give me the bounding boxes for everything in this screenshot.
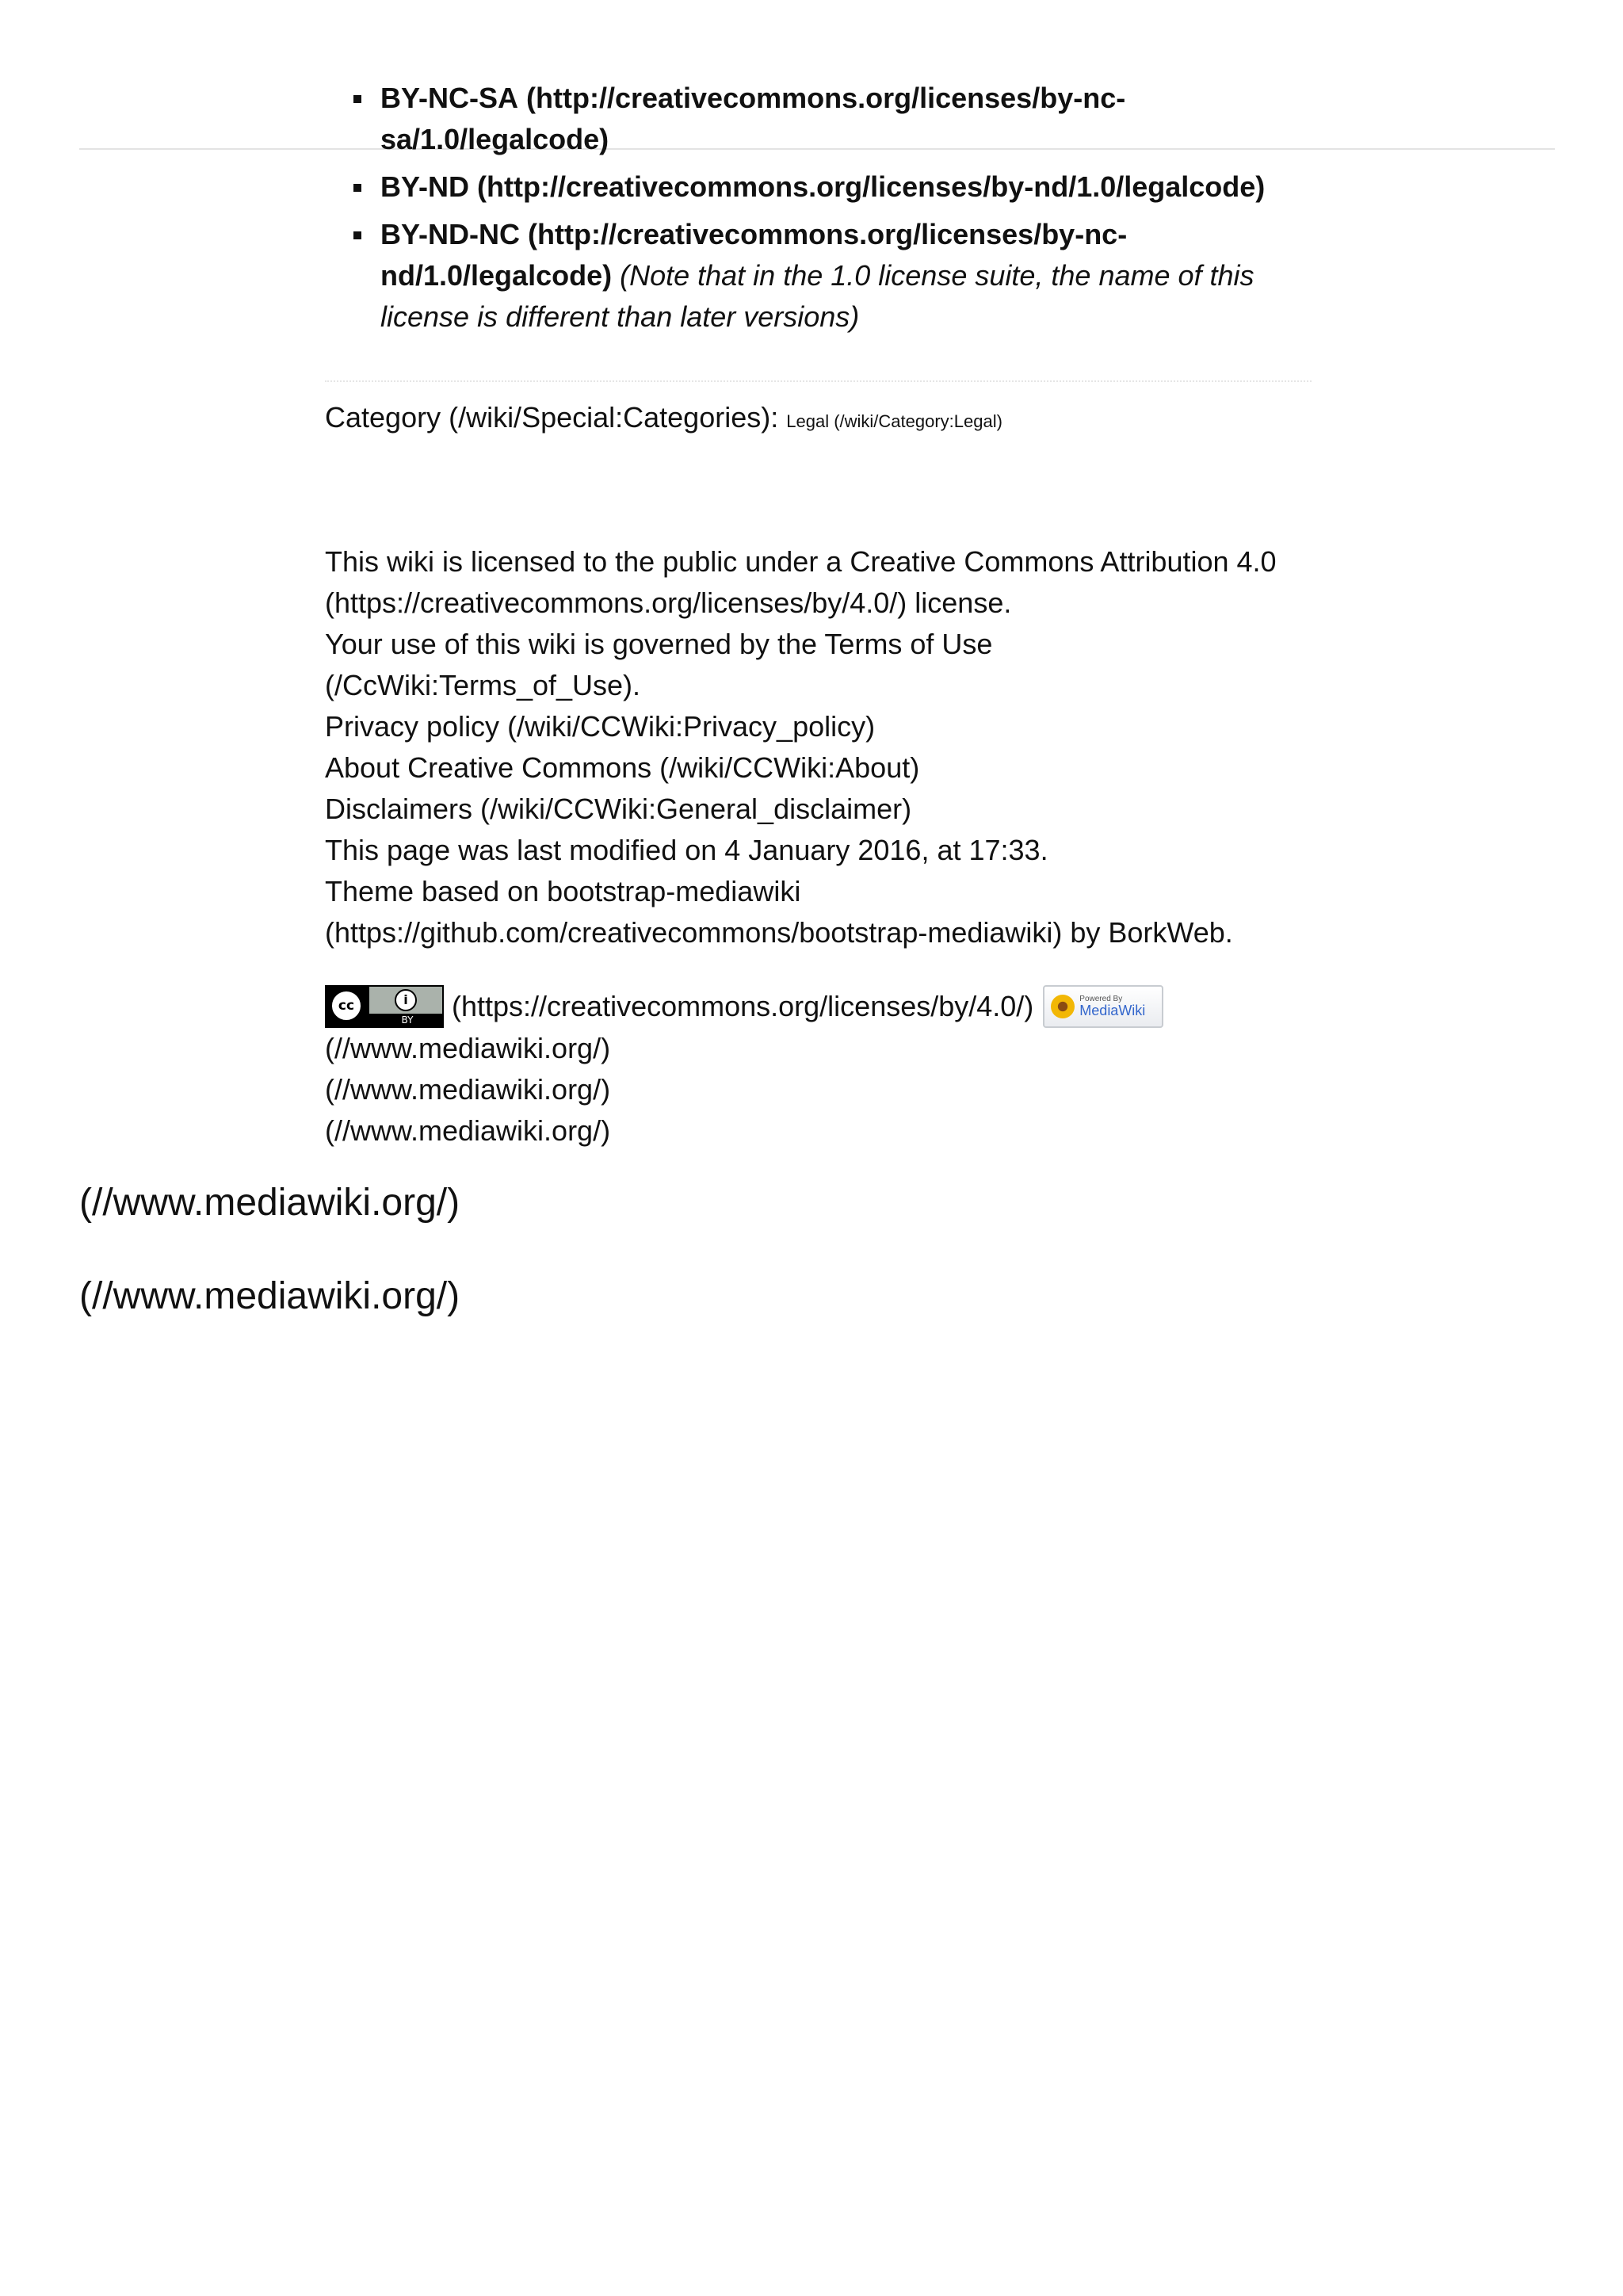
footer-badges: [325, 985, 1316, 1152]
license-url[interactable]: (http://creativecommons.org/licenses/by-nc-sa/1.0/legalcode): [380, 82, 1126, 155]
mediawiki-link[interactable]: (//www.mediawiki.org/): [325, 1073, 611, 1106]
mediawiki-link-large[interactable]: (//www.mediawiki.org/): [79, 1182, 460, 1224]
large-mediawiki-links: [79, 1179, 460, 1366]
footer-disclaimers-link[interactable]: Disclaimers (/wiki/CCWiki:General_disclaimer): [325, 793, 912, 825]
license-name[interactable]: BY-ND: [380, 170, 470, 203]
category-divider: [325, 380, 1312, 382]
footer-license-text: This wiki is licensed to the public under a Creative Commons Attribution 4.0 (https://creativecommons.org/licenses/by/4.0/) license.: [325, 545, 1277, 619]
footer-last-modified: This page was last modified on 4 January 2016, at 17:33.: [325, 834, 1048, 866]
mediawiki-link[interactable]: (//www.mediawiki.org/): [325, 1114, 611, 1147]
license-url[interactable]: (http://creativecommons.org/licenses/by-nc-nd/1.0/legalcode): [380, 218, 1128, 292]
page-content: [325, 78, 1316, 1152]
license-url[interactable]: (http://creativecommons.org/licenses/by-nd/1.0/legalcode): [477, 170, 1266, 203]
badge-row: [325, 985, 1316, 1028]
footer-about-link[interactable]: About Creative Commons (/wiki/CCWiki:About): [325, 751, 920, 784]
category-link-legal[interactable]: Legal (/wiki/Category:Legal): [786, 411, 1002, 431]
footer-terms-text: Your use of this wiki is governed by the Terms of Use (/CcWiki:Terms_of_Use).: [325, 628, 993, 701]
cc-by-badge-icon[interactable]: cc i BY: [325, 985, 444, 1028]
license-name[interactable]: BY-ND-NC: [380, 218, 520, 250]
license-note: (Note that in the 1.0 license suite, the name of this license is different than later versions): [380, 259, 1254, 333]
list-item: [325, 214, 1316, 338]
powered-by-mediawiki-icon[interactable]: Powered By MediaWiki: [1043, 985, 1163, 1028]
license-list: [325, 78, 1316, 338]
license-name[interactable]: BY-NC-SA: [380, 82, 519, 114]
mediawiki-link[interactable]: (//www.mediawiki.org/): [325, 1032, 611, 1064]
footer-privacy-link[interactable]: Privacy policy (/wiki/CCWiki:Privacy_policy): [325, 710, 876, 743]
cc-license-link[interactable]: (https://creativecommons.org/licenses/by/4.0/): [452, 990, 1034, 1022]
mediawiki-link-large[interactable]: (//www.mediawiki.org/): [79, 1275, 460, 1317]
category-label[interactable]: Category (/wiki/Special:Categories):: [325, 401, 779, 434]
list-item: [325, 78, 1316, 160]
footer-info: [325, 541, 1316, 953]
footer-theme-credit: Theme based on bootstrap-mediawiki (https://github.com/creativecommons/bootstrap-mediawiki) by BorkWeb.: [325, 875, 1233, 949]
list-item: [325, 166, 1316, 208]
category-bar: [325, 398, 1316, 441]
